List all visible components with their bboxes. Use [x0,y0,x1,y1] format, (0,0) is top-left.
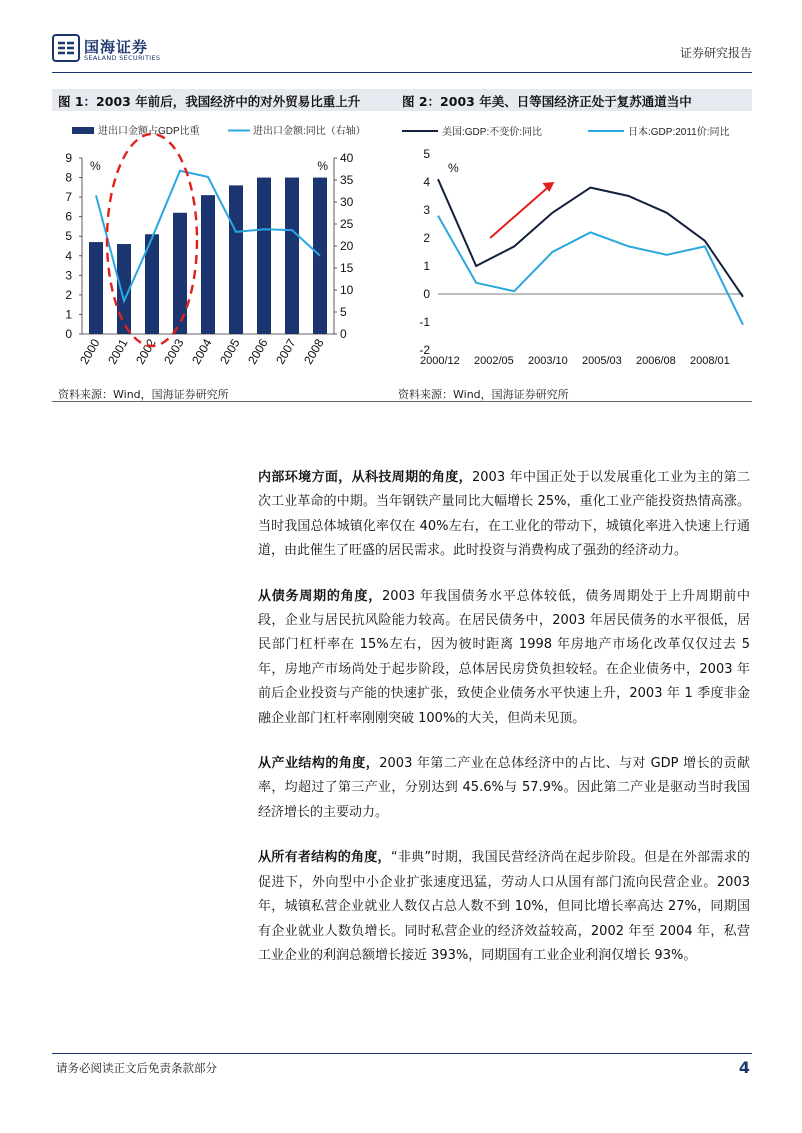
x-tick-label: 2000 [77,336,103,367]
document-type: 证券研究报告 [679,46,752,60]
brand-name-cn: 国海证券 [84,38,149,56]
figure2-source: 资料来源：Wind，国海证券研究所 [398,388,569,401]
bar-trade-share [257,178,271,334]
x-tick-label: 2000/12 [420,355,460,367]
legend-label-us: 美国:GDP:不变价:同比 [442,127,543,138]
y-tick-label-left: 6 [65,209,72,224]
paragraph-text: 2003 年中国正处于以发展重化工业为主的第二次工业革命的中期。当年钢铁产量同比大幅增长 25%，重化工业产能投资热情高涨。当时我国总体城镇化率仅在 40%左右，在工业化的带动下，城镇化率进入快速上行通道，由此催生了旺盛的居民需求。此时投资与消费构成了强劲的经济动力。 [258,470,750,559]
y-unit-right: % [317,159,328,173]
y-tick-label-right: 20 [340,239,354,253]
body-text [258,466,750,989]
figure2-title: 图 2：2003 年美、日等国经济正处于复苏通道当中 [402,94,692,109]
x-tick-label: 2008 [301,336,327,367]
page-header [52,32,752,66]
line-us-gdp [438,179,743,297]
paragraph-debt-cycle [258,585,750,731]
paragraph-lead: 从所有者结构的角度， [258,850,391,866]
paragraph-text: 2003 年第二产业在总体经济中的占比、与对 GDP 增长的贡献率，均超过了第三产业，分别达到 45.6%与 57.9%。因此第二产业是驱动当时我国经济增长的主要动力。 [258,756,750,820]
y-unit: % [448,161,459,175]
y-tick-label-right: 25 [340,217,354,231]
y-tick-label: 4 [423,175,430,189]
y-tick-label: 2 [423,231,430,245]
paragraph-tech-cycle [258,466,750,564]
y-tick-label-left: 7 [65,190,72,205]
page-number: 4 [738,1058,750,1077]
x-tick-label: 2008/01 [690,355,730,367]
bar-trade-share [173,213,187,334]
x-tick-label: 2005 [217,336,243,367]
bar-trade-share [313,178,327,334]
y-tick-label-right: 15 [340,261,354,275]
y-tick-label: -1 [419,315,430,329]
y-tick-label: 5 [423,147,430,161]
x-tick-label: 2002/05 [474,355,514,367]
legend-label-jp: 日本:GDP:2011价:同比 [628,127,730,138]
y-unit-left: % [90,159,101,173]
y-tick-label-left: 1 [65,307,72,322]
bar-trade-share [229,185,243,334]
bar-trade-share [89,242,103,334]
legend-label-bar: 进出口金额占GDP比重 [98,126,200,137]
paragraph-industry-structure [258,752,750,825]
paragraph-ownership-structure [258,846,750,968]
y-tick-label-left: 3 [65,268,72,283]
y-tick-label-left: 4 [65,248,72,263]
y-tick-label: -2 [419,343,430,357]
figure1-source: 资料来源：Wind，国海证券研究所 [58,388,229,401]
brand-logo-icon [52,34,80,62]
x-tick-label: 2002 [133,336,159,367]
paragraph-lead: 从债务周期的角度， [258,588,383,604]
header-divider [52,72,752,73]
recovery-arrow-shaft [490,187,548,238]
chart-us-japan-gdp [398,112,752,380]
y-tick-label-right: 40 [340,151,354,165]
y-tick-label-left: 9 [65,151,72,165]
paragraph-lead: 从产业结构的角度， [258,756,380,772]
bar-trade-share [201,195,215,334]
source-divider [52,401,752,402]
y-tick-label-left: 8 [65,170,72,185]
x-tick-label: 2005/03 [582,355,622,367]
y-tick-label-right: 35 [340,173,354,187]
bar-trade-share [285,178,299,334]
paragraph-text: “非典”时期，我国民营经济尚在起步阶段。但是在外部需求的促进下，外向型中小企业扩张速度迅猛，劳动人口从国有部门流向民营企业。2003 年，城镇私营企业就业人数仅占总人数不到 10%，但同比增长率高达 27%，同期国有企业就业人数负增长。同时私营企业的经济效益较高，2002 年至 2004 年，私营工业企业的利润总额增长接近 393%，同期国有工业企业利润仅增长 93%。 [258,850,750,963]
y-tick-label-right: 10 [340,283,354,297]
y-tick-label: 0 [423,287,430,301]
y-tick-label-left: 0 [65,327,72,341]
paragraph-text: 2003 年我国债务水平总体较低，债务周期处于上升周期前中段，企业与居民抗风险能力较高。在居民债务中，2003 年居民债务的水平很低，居民部门杠杆率在 15%左右，因为彼时距离 1998 年房地产市场化改革仅仅过去 5 年，房地产市场尚处于起步阶段，总体居民房贷负担较轻。在企业债务中，2003 年前后企业投资与产能的快速扩张，致使企业债务水平快速上升，2003 年 1 季度非金融企业部门杠杆率刚刚突破 100%的大关，但尚未见顶。 [258,588,750,726]
y-tick-label-left: 2 [65,287,72,302]
y-tick-label: 3 [423,203,430,217]
figure-title-bar [52,89,752,111]
x-tick-label: 2004 [189,336,215,367]
paragraph-lead: 内部环境方面，从科技周期的角度， [258,470,473,485]
x-tick-label: 2001 [105,336,131,367]
brand-name-en: SEALAND SECURITIES [84,54,161,62]
line-japan-gdp [438,216,743,325]
y-tick-label-right: 5 [340,305,347,319]
footer-divider [52,1053,752,1054]
y-tick-label-left: 5 [65,229,72,244]
figure1-title: 图 1：2003 年前后，我国经济中的对外贸易比重上升 [58,94,361,109]
x-tick-label: 2007 [273,336,299,367]
y-tick-label-right: 0 [340,327,347,341]
legend-label-line: 进出口金额:同比（右轴） [253,126,366,137]
x-tick-label: 2003 [161,336,187,367]
y-tick-label-right: 30 [340,195,354,209]
x-tick-label: 2006/08 [636,355,676,367]
footer-disclaimer: 请务必阅读正文后免责条款部分 [56,1061,217,1075]
legend-swatch-bar [72,127,94,134]
x-tick-label: 2003/10 [528,355,568,367]
y-tick-label: 1 [423,259,430,273]
x-tick-label: 2006 [245,336,271,367]
chart-trade-share [52,112,392,380]
